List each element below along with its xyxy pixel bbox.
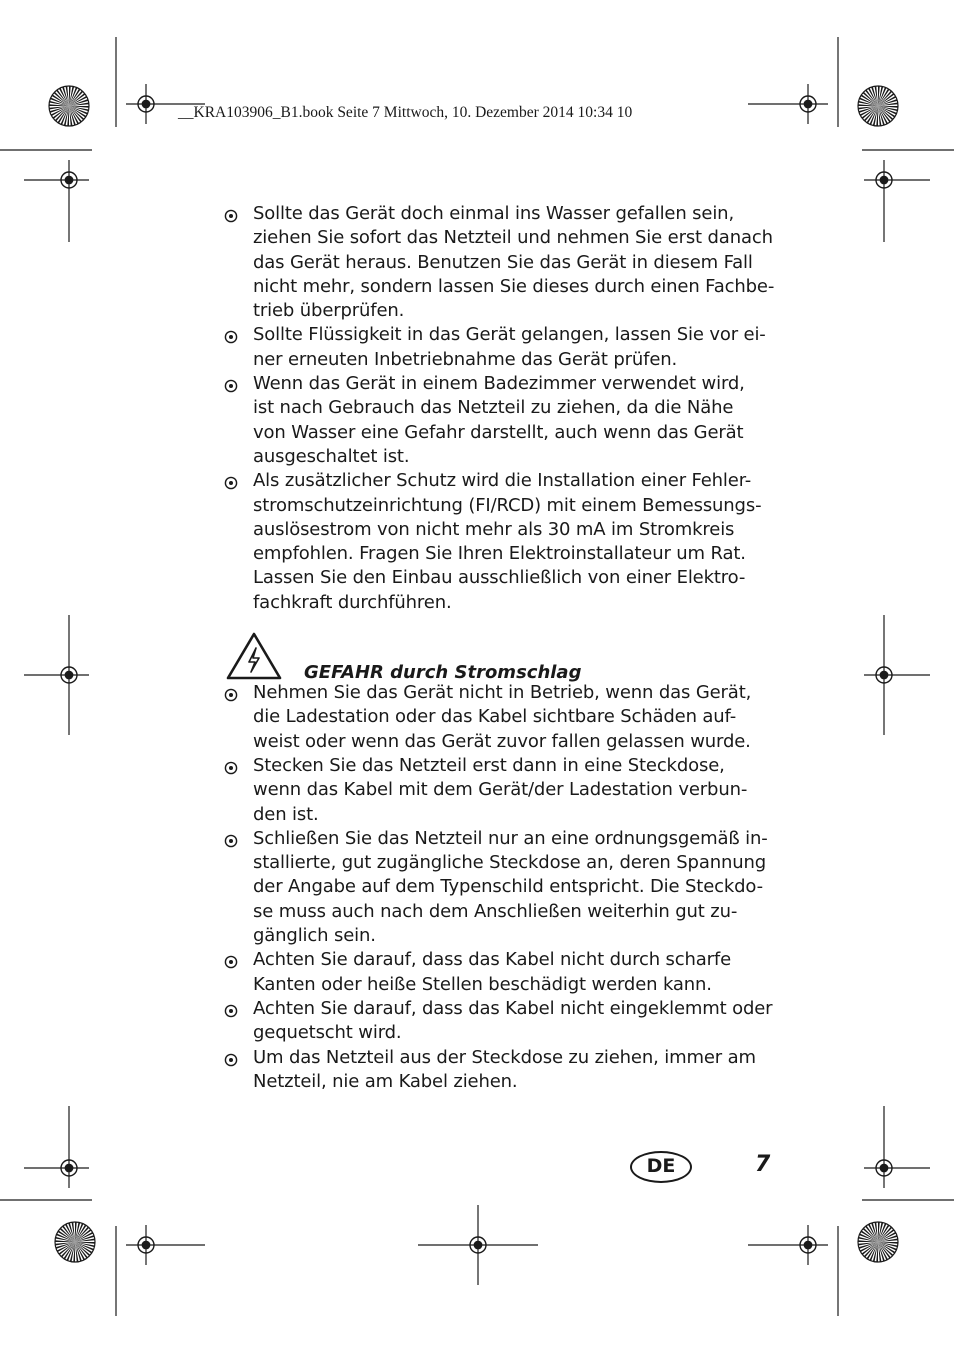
bullet-target-icon	[224, 379, 238, 393]
text-line: den ist.	[253, 803, 319, 825]
bullet-target-icon	[224, 1004, 238, 1018]
list-item	[224, 1046, 784, 1095]
registration-starburst-icon	[858, 1222, 898, 1262]
text-line: Achten Sie darauf, dass das Kabel nicht eingeklemmt oder	[253, 997, 773, 1019]
text-line: Als zusätzlicher Schutz wird die Installation einer Fehler-	[253, 470, 752, 492]
registration-crosshair-icon	[864, 1148, 904, 1188]
page-number: 7	[755, 1152, 771, 1177]
text-line: Sollte Flüssigkeit in das Gerät gelangen, lassen Sie vor ei-	[253, 324, 766, 346]
registration-starburst-icon	[49, 86, 89, 126]
list-item	[224, 323, 784, 372]
registration-crosshair-icon	[864, 160, 904, 200]
bullet-target-icon	[224, 209, 238, 223]
registration-crosshair-icon	[49, 1148, 89, 1188]
text-line: Achten Sie darauf, dass das Kabel nicht durch scharfe	[253, 949, 732, 971]
text-line: Stecken Sie das Netzteil erst dann in eine Steckdose,	[253, 754, 725, 776]
water-safety-list	[224, 202, 784, 615]
registration-crosshair-icon	[126, 1225, 166, 1265]
text-line: ner erneuten Inbetriebnahme das Gerät prüfen.	[253, 348, 678, 370]
warning-title: GEFAHR durch Stromschlag	[304, 662, 582, 684]
list-item	[224, 754, 784, 827]
bullet-target-icon	[224, 1053, 238, 1067]
electric-safety-list	[224, 681, 784, 1094]
list-item	[224, 948, 784, 997]
language-badge: DE	[630, 1151, 692, 1183]
text-line: gänglich sein.	[253, 925, 376, 947]
text-line: Sollte das Gerät doch einmal ins Wasser gefallen sein,	[253, 203, 735, 224]
text-line: nicht mehr, sondern lassen Sie dieses durch einen Fachbe-	[253, 275, 775, 297]
registration-crosshair-icon	[788, 84, 828, 124]
registration-starburst-icon	[858, 86, 898, 126]
text-line: wenn das Kabel mit dem Gerät/der Ladestation verbun-	[253, 779, 748, 801]
text-line: trieb überprüfen.	[253, 300, 405, 322]
bullet-target-icon	[224, 761, 238, 775]
text-line: empfohlen. Fragen Sie Ihren Elektroinstallateur um Rat.	[253, 543, 746, 565]
registration-crosshair-icon	[49, 160, 89, 200]
print-file-info: __KRA103906_B1.book Seite 7 Mittwoch, 10. Dezember 2014 10:34 10	[178, 104, 633, 121]
text-line: fachkraft durchführen.	[253, 591, 452, 613]
bullet-target-icon	[224, 955, 238, 969]
text-line: gequetscht wird.	[253, 1022, 402, 1044]
text-line: stromschutzeinrichtung (FI/RCD) mit einem Bemessungs-	[253, 494, 762, 516]
text-line: das Gerät heraus. Benutzen Sie das Gerät in diesem Fall	[253, 251, 753, 273]
list-item	[224, 827, 784, 948]
registration-crosshair-icon	[788, 1225, 828, 1265]
list-item	[224, 997, 784, 1046]
text-line: von Wasser eine Gefahr darstellt, auch wenn das Gerät	[253, 421, 744, 443]
text-line: die Ladestation oder das Kabel sichtbare Schäden auf-	[253, 706, 737, 728]
text-line: stallierte, gut zugängliche Steckdose an, deren Spannung	[253, 852, 767, 874]
list-item	[224, 202, 784, 323]
text-line: auslösestrom von nicht mehr als 30 mA im Stromkreis	[253, 518, 735, 540]
text-line: se muss auch nach dem Anschließen weiterhin gut zu-	[253, 900, 738, 922]
text-line: ist nach Gebrauch das Netzteil zu ziehen, da die Nähe	[253, 397, 734, 419]
text-line: ziehen Sie sofort das Netzteil und nehmen Sie erst danach	[253, 227, 773, 249]
text-line: der Angabe auf dem Typenschild entspricht. Die Steckdo-	[253, 876, 763, 898]
text-line: ausgeschaltet ist.	[253, 445, 410, 467]
text-line: weist oder wenn das Gerät zuvor fallen gelassen wurde.	[253, 730, 751, 752]
list-item	[224, 681, 784, 754]
warning-heading	[224, 627, 784, 684]
list-item	[224, 469, 784, 615]
text-line: Um das Netzteil aus der Steckdose zu ziehen, immer am	[253, 1046, 756, 1068]
text-line: Lassen Sie den Einbau ausschließlich von einer Elektro-	[253, 567, 746, 589]
registration-starburst-icon	[55, 1222, 95, 1262]
bullet-target-icon	[224, 330, 238, 344]
list-item	[224, 372, 784, 469]
text-line: Kanten oder heiße Stellen beschädigt werden kann.	[253, 973, 712, 995]
bullet-target-icon	[224, 688, 238, 702]
text-line: Netzteil, nie am Kabel ziehen.	[253, 1070, 518, 1092]
text-line: Wenn das Gerät in einem Badezimmer verwendet wird,	[253, 373, 745, 395]
safety-instructions	[224, 202, 784, 1094]
registration-crosshair-icon	[864, 655, 904, 695]
text-line: Schließen Sie das Netzteil nur an eine ordnungsgemäß in-	[253, 827, 768, 849]
bullet-target-icon	[224, 834, 238, 848]
electric-shock-warning-icon	[226, 632, 282, 680]
bullet-target-icon	[224, 476, 238, 490]
registration-crosshair-icon	[49, 655, 89, 695]
text-line: Nehmen Sie das Gerät nicht in Betrieb, wenn das Gerät,	[253, 682, 752, 704]
registration-crosshair-icon	[458, 1225, 498, 1265]
registration-crosshair-icon	[126, 84, 166, 124]
